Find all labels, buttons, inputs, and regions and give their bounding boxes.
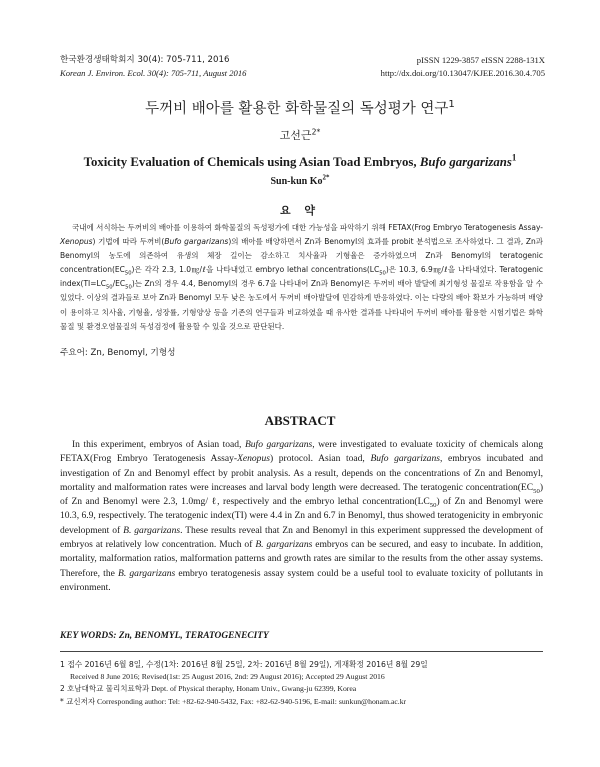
korean-keywords: 주요어: Zn, Benomyl, 기형성 — [60, 348, 176, 358]
author-korean: 고선근$^{2*}$ — [279, 127, 321, 142]
title-english: Toxicity Evaluation of Chemicals using Asian Toad Embryos, Bufo gargarizans$^1$ — [83, 152, 517, 169]
doi-link[interactable]: http://dx.doi.org/10.13047/KJEE.2016.30.4.705 — [380, 68, 545, 78]
korean-abstract-heading: 요 약 — [279, 204, 321, 217]
korean-abstract-body: 국내에 서식하는 두꺼비의 배아를 이용하여 화학물질의 독성평가에 대한 가능성을 파악하기 위해 FETAX(Frog Embryo Teratogenesis Assay-Xenopus) 기법에 따라 두꺼비(Bufo gargarizans)의 배아를 배양하면서 Zn과 Benomyl의 효과를 probit 분석법으로 조사하였다. 그 결과, Zn과 Benomyl의 농도에 의존하여 유생의 체장 길이는 감소하고 치사율과 기형율은 증가하였으며 Zn과 Benomyl의 teratogenic $concentration(EC_{50})$은 각각 2.3, 1.0㎎/ℓ을 나타내었고 embryo lethal $concentrations(LC_{50})$은 10.3, 6.9㎎/ℓ을 나타내었다. Teratogenic $index(TI=LC_{50}/EC_{50})$는 Zn의 경우 4.4, Benomyl의 경우 6.7을 나타내어 Zn과 Benomyl은 두꺼비 배아 발달에 최기형성 물질로 작용함을 알 수 있었다. 이상의 결과들로 보아 Zn과 Benomyl 모두 낮은 농도에서 두꺼비 배아발달에 민감하게 반응하였다. 이는 다량의 배아 확보가 가능하며 배양이 용이하고 치사율, 기형율, 성장률, 기형양상 등을 기존의 연구들과 비교하였을 때 유사한 결과를 나타내어 두꺼비 배아를 활용한 시험기법은 화학물질 및 환경오염물질의 독성검정에 활용할 수 있을 것으로 판단된다. — [60, 223, 544, 331]
footnote-corresponding: * 교신저자 Corresponding author: Tel: +82-62-940-5432, Fax: +82-62-940-5196, E-mail: sunkun@honam.ac.kr — [60, 697, 407, 706]
journal-name-ko: 한국환경생태학회지 30(4): 705-711, 2016 — [60, 55, 230, 65]
issn: pISSN 1229-3857 eISSN 2288-131X — [416, 55, 545, 65]
abstract-heading: ABSTRACT — [264, 413, 336, 428]
english-keywords: KEY WORDS: Zn, BENOMYL, TERATOGENECITY — [60, 631, 269, 641]
journal-citation — [60, 54, 246, 80]
footnote-divider — [60, 651, 543, 652]
footnote-received-ko: 1 접수 2016년 6월 8일, 수정(1차: 2016년 8월 25일, 2차: 2016년 8월 29일), 게재확정 2016년 8월 29일 — [60, 660, 428, 669]
title-korean: 두꺼비 배아를 활용한 화학물질의 독성평가 연구$^1$ — [145, 99, 455, 117]
footnote-received-en: Received 8 June 2016; Revised(1st: 25 August 2016, 2nd: 29 August 2016); Accepted 29 August 2016 — [70, 672, 385, 681]
footnote-affiliation: 2 호남대학교 물리치료학과 Dept. of Physical theraphy, Honam Univ., Gwang-ju 62399, Korea — [60, 684, 357, 693]
english-abstract-body: In this experiment, embryos of Asian toad, Bufo gargarizans, were investigated to evaluate toxicity of chemicals along FETAX(Frog Embryo Teratogenesis Assay-Xenopus) protocol. Asian toad, Bufo gargarizans, embryos incubated and investigation of Zn and Benomyl effect by probit analysis. As a result, depends on the concentrations of Zn and Benomyl, mortality and malformation rates were increases and larval body length were decreased. The teratogenic $concentration(EC_{50})$ of Zn and Benomyl were 2.3, 1.0mg/ ℓ, respectively and the embryo lethal $concentration(LC_{50})$ of Zn and Benomyl were 10.3, 6.9, respectively. The teratogenic index(TI) were 4.4 in Zn and 6.7 in Benomyl, thus showed teratogenicity in embryonic development of B. gargarizans. These results reveal that Zn and Benomyl in this experiment suppressed the development of embryos at relatively low concentration. Much of B. gargarizans embryos can be secured, and easy to incubate. In addition, mortality, malformation ratios, malformation patterns and growth rates are similar to the results from the other assay systems. Therefore, the B. gargarizans embryo teratogenesis assay system could be a useful tool to evaluate toxicity of pollutants in environment. — [60, 439, 544, 593]
author-english: Sun-kun $Ko^{2*}$ — [270, 173, 330, 187]
issn-doi — [381, 54, 545, 80]
journal-name-en: Korean J. Environ. Ecol. 30(4): 705-711, August 2016 — [60, 68, 247, 78]
